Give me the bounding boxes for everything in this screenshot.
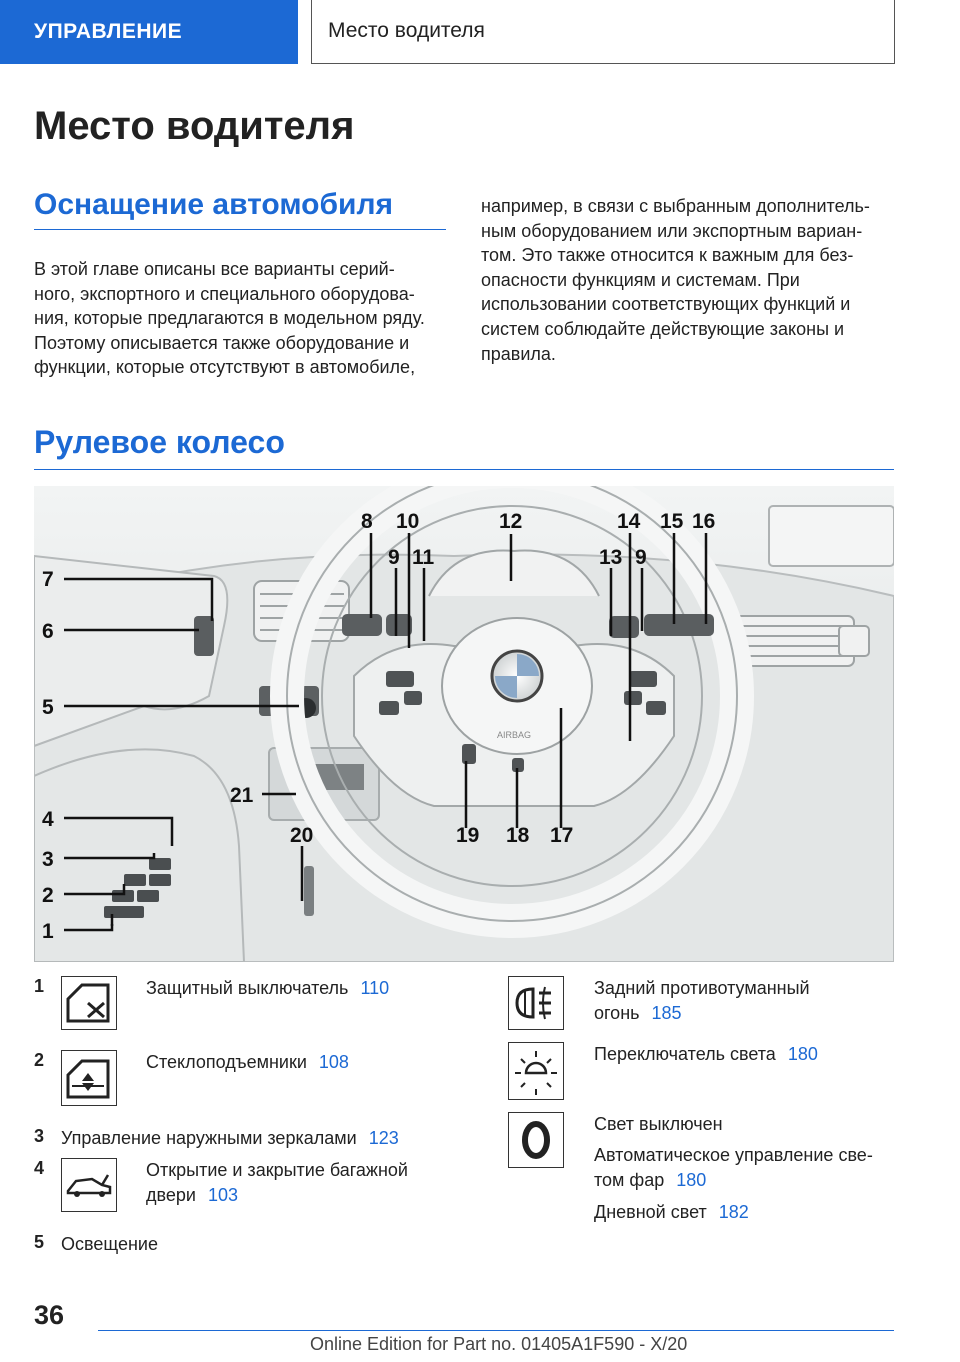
section-title-equipment: Оснащение автомобиля [34,188,446,230]
legend-num-3: 3 [34,1126,45,1146]
footer-divider [98,1330,894,1331]
page-title: Место водителя [34,104,355,148]
callout-19: 19 [456,824,480,847]
page-link-185[interactable]: 185 [651,1003,682,1023]
callout-7: 7 [42,568,54,591]
callout-20: 20 [290,824,314,847]
page-link-180-auto[interactable]: 180 [676,1170,707,1190]
airbag-label: AIRBAG [497,730,532,740]
legend-item-daytime-light: Дневной свет 182 [594,1202,749,1222]
callout-8: 8 [361,510,373,533]
light-switch-icon [508,1042,564,1100]
center-display [769,506,894,566]
page-link-123[interactable]: 123 [368,1128,399,1148]
callout-17: 17 [550,824,574,847]
page-link-103[interactable]: 103 [207,1185,238,1205]
legend-num-1: 1 [34,976,45,996]
steering-wheel-figure [34,486,894,962]
callout-3: 3 [42,848,54,871]
callout-18: 18 [506,824,530,847]
tailgate-icon [61,1158,117,1212]
legend-item-2: Стеклоподъемники 108 [146,1052,349,1072]
legend-num-5: 5 [34,1232,45,1252]
page-link-180[interactable]: 180 [787,1044,818,1064]
callout-1: 1 [42,920,54,943]
intro-paragraph-left: В этой главе описаны все варианты серий- ного, экспортного и специального оборудова- ния, которые предлагаются в модельном ряду. Поэтому описывается также оборудование и функции, которые отсутствуют в автомобиле, [34,259,425,378]
window-lock-icon [61,976,117,1030]
callout-11: 11 [412,546,435,569]
callout-21: 21 [230,784,254,807]
callout-5: 5 [42,696,54,719]
callout-10: 10 [396,510,420,533]
callout-4: 4 [42,808,54,831]
legend-item-5: Освещение [61,1234,158,1254]
section-title-steering-wheel: Рулевое колесо [34,424,894,470]
legend-item-rear-fog: Задний противотуманный огонь 185 [594,978,810,1023]
window-lift-icon [61,1050,117,1106]
light-off-icon [508,1112,564,1168]
callout-14: 14 [617,510,641,533]
footer-edition: Online Edition for Part no. 01405A1F590 - X/20 [310,1334,688,1354]
legend-item-light-off: Свет выключен [594,1114,723,1134]
callout-2: 2 [42,884,54,907]
callout-9-left: 9 [388,546,400,569]
callout-12: 12 [499,510,523,533]
page-number: 36 [34,1300,65,1330]
callout-9-right: 9 [635,546,647,569]
legend-item-4: Открытие и закрытие багажной двери 103 [146,1160,408,1205]
legend-num-4: 4 [34,1158,45,1178]
legend-item-light-switch: Переключатель света 180 [594,1044,818,1064]
callout-6: 6 [42,620,54,643]
page-link-110[interactable]: 110 [360,978,390,998]
callout-16: 16 [692,510,716,533]
page-link-182[interactable]: 182 [718,1202,749,1222]
callout-13: 13 [599,546,623,569]
page-link-108[interactable]: 108 [318,1052,349,1072]
intro-paragraph-right: например, в связи с выбранным дополнитель- ным оборудованием или экспортным вариан- том. Это также относится к важным для без- опасности функциям и системам. При использовании соответствующих функций и систем соблюдайте действующие законы и правила. [481,196,870,364]
chapter-tab[interactable]: УПРАВЛЕНИЕ [0,0,298,64]
legend-item-1: Защитный выключатель 110 [146,978,390,998]
rear-fog-light-icon [508,976,564,1030]
legend-item-3: Управление наружными зеркалами 123 [61,1128,399,1148]
legend-item-auto-headlight: Автоматическое управление све- том фар 180 [594,1145,873,1190]
legend-num-2: 2 [34,1050,45,1070]
callout-15: 15 [660,510,684,533]
section-header: Место водителя [311,0,895,64]
